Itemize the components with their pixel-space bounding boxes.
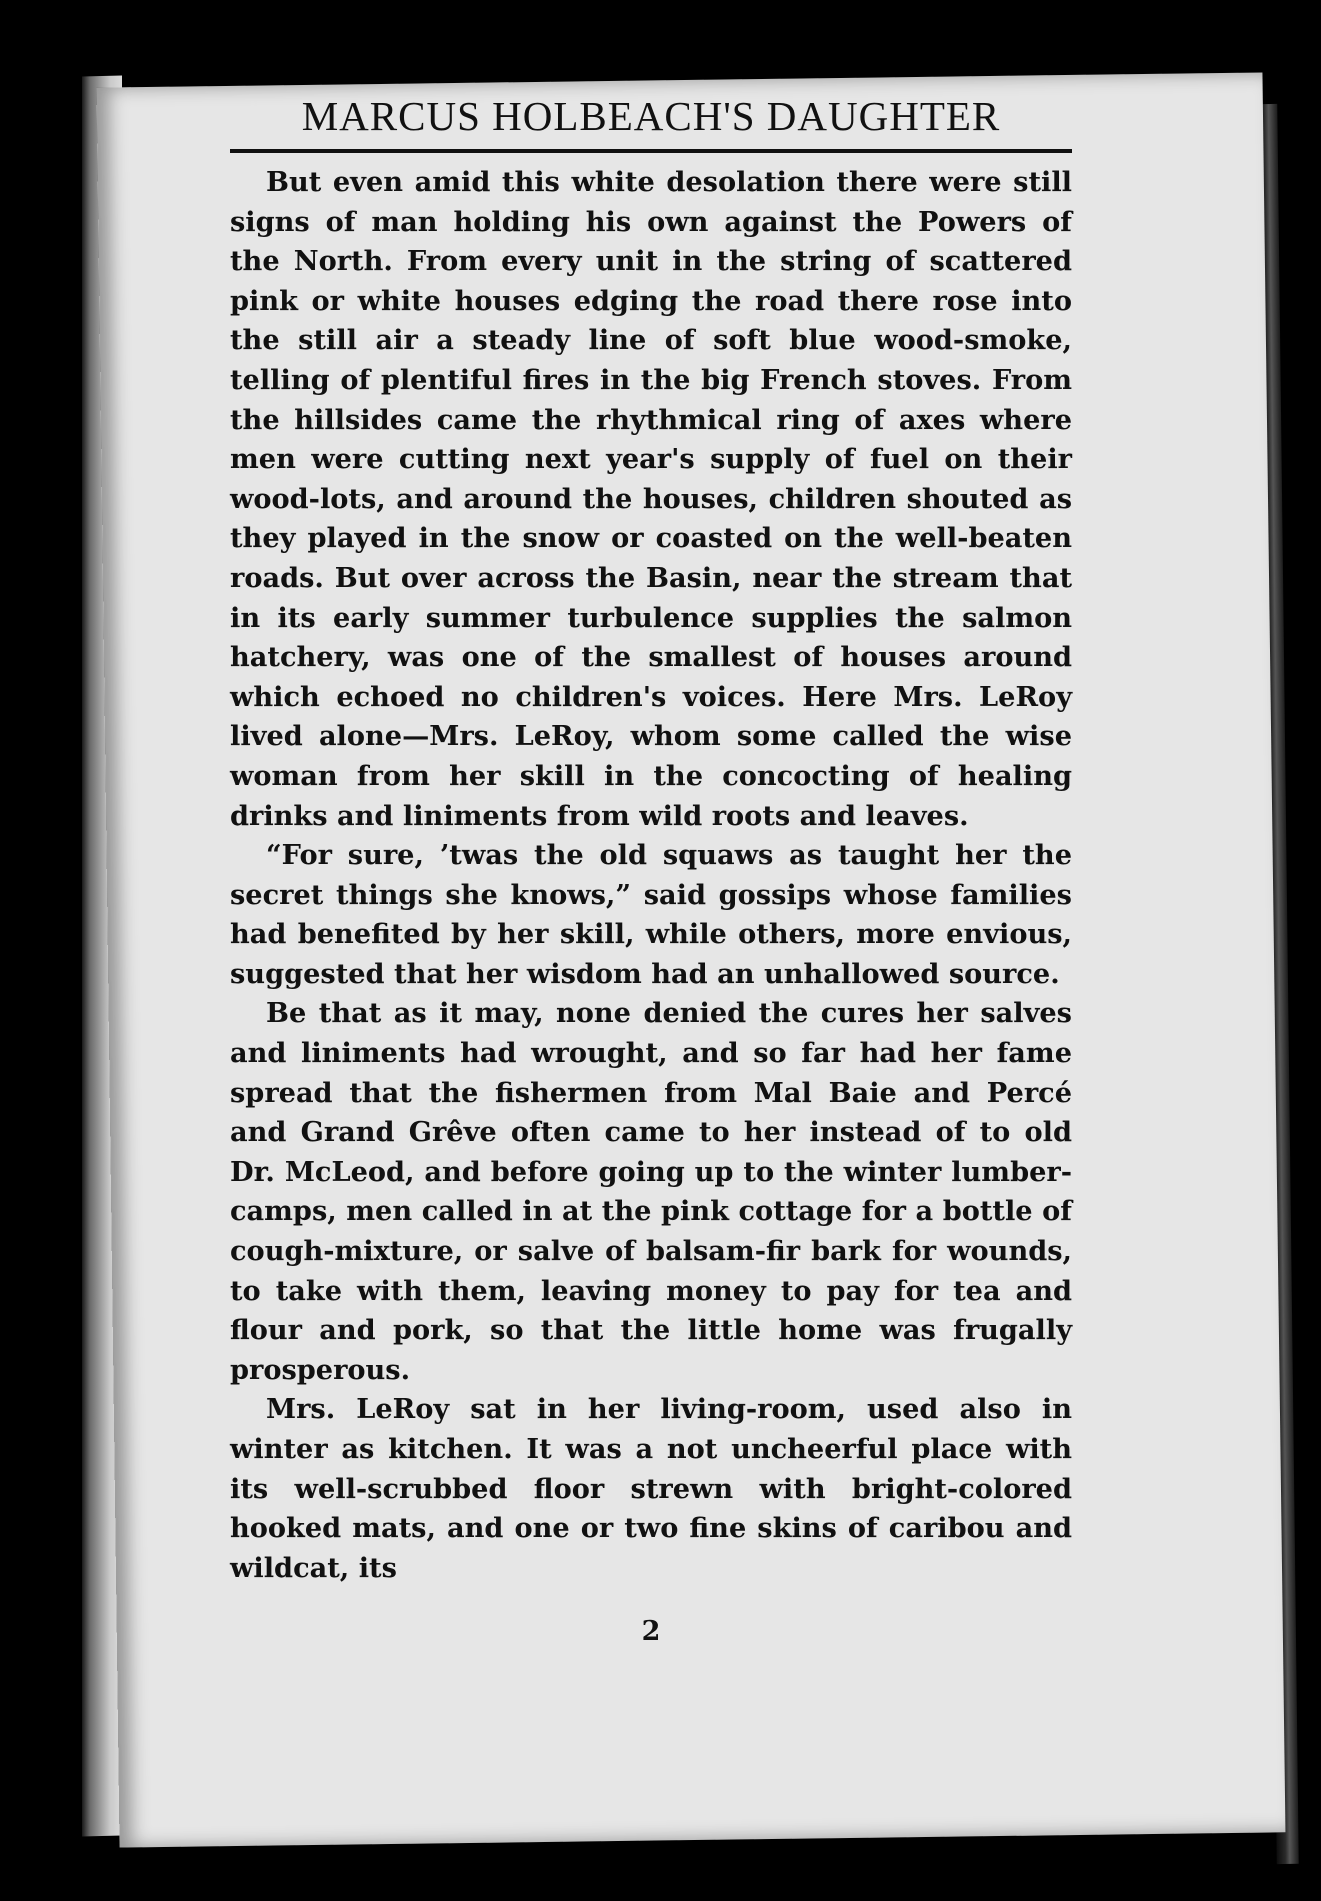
header-rule [230, 149, 1072, 153]
paragraph-3: Be that as it may, none denied the cures her salves and liniments had wrought, and so far had her fame spread that the fishermen from Mal Baie and Percé and Grand Grêve often came to her instead of to old Dr. McLeod, and before going up to the winter lumber-camps, men called in at the pink cottage for a bottle of cough-mixture, or salve of balsam-fir bark for wounds, to take with them, leaving money to pay for tea and flour and pork, so that the little home was frugally prosperous. [230, 997, 1072, 1386]
paragraph-1: But even amid this white desolation there were still signs of man holding his own against the Powers of the North. From every unit in the string of scattered pink or white houses edging the road there rose into the still air a steady line of soft blue wood-smoke, telling of plentiful fires in the big French stoves. From the hillsides came the rhythmical ring of axes where men were cutting next year's supply of fuel on their wood-lots, and around the houses, children shouted as they played in the snow or coasted on the well-beaten roads. But over across the Basin, near the stream that in its early summer turbulence supplies the salmon hatchery, was one of the smallest of houses around which echoed no children's voices. Here Mrs. LeRoy lived alone—Mrs. LeRoy, whom some called the wise woman from her skill in the concocting of healing drinks and liniments from wild roots and leaves. [230, 166, 1072, 832]
body-text [230, 163, 1072, 1588]
page-number: 2 [641, 1616, 661, 1648]
paragraph-4: Mrs. LeRoy sat in her living-room, used also in winter as kitchen. It was a not uncheerful place with its well-scrubbed floor strewn with bright-colored hooked mats, and one or two fine skins of caribou and wildcat, its [230, 1393, 1072, 1584]
running-head: MARCUS HOLBEACH'S DAUGHTER [301, 93, 1001, 139]
paragraph-2: “For sure, ’twas the old squaws as taught her the secret things she knows,” said gossips whose families had benefited by her skill, while others, more envious, suggested that her wisdom had an unhallowed source. [230, 839, 1072, 990]
page-content [230, 93, 1072, 1648]
